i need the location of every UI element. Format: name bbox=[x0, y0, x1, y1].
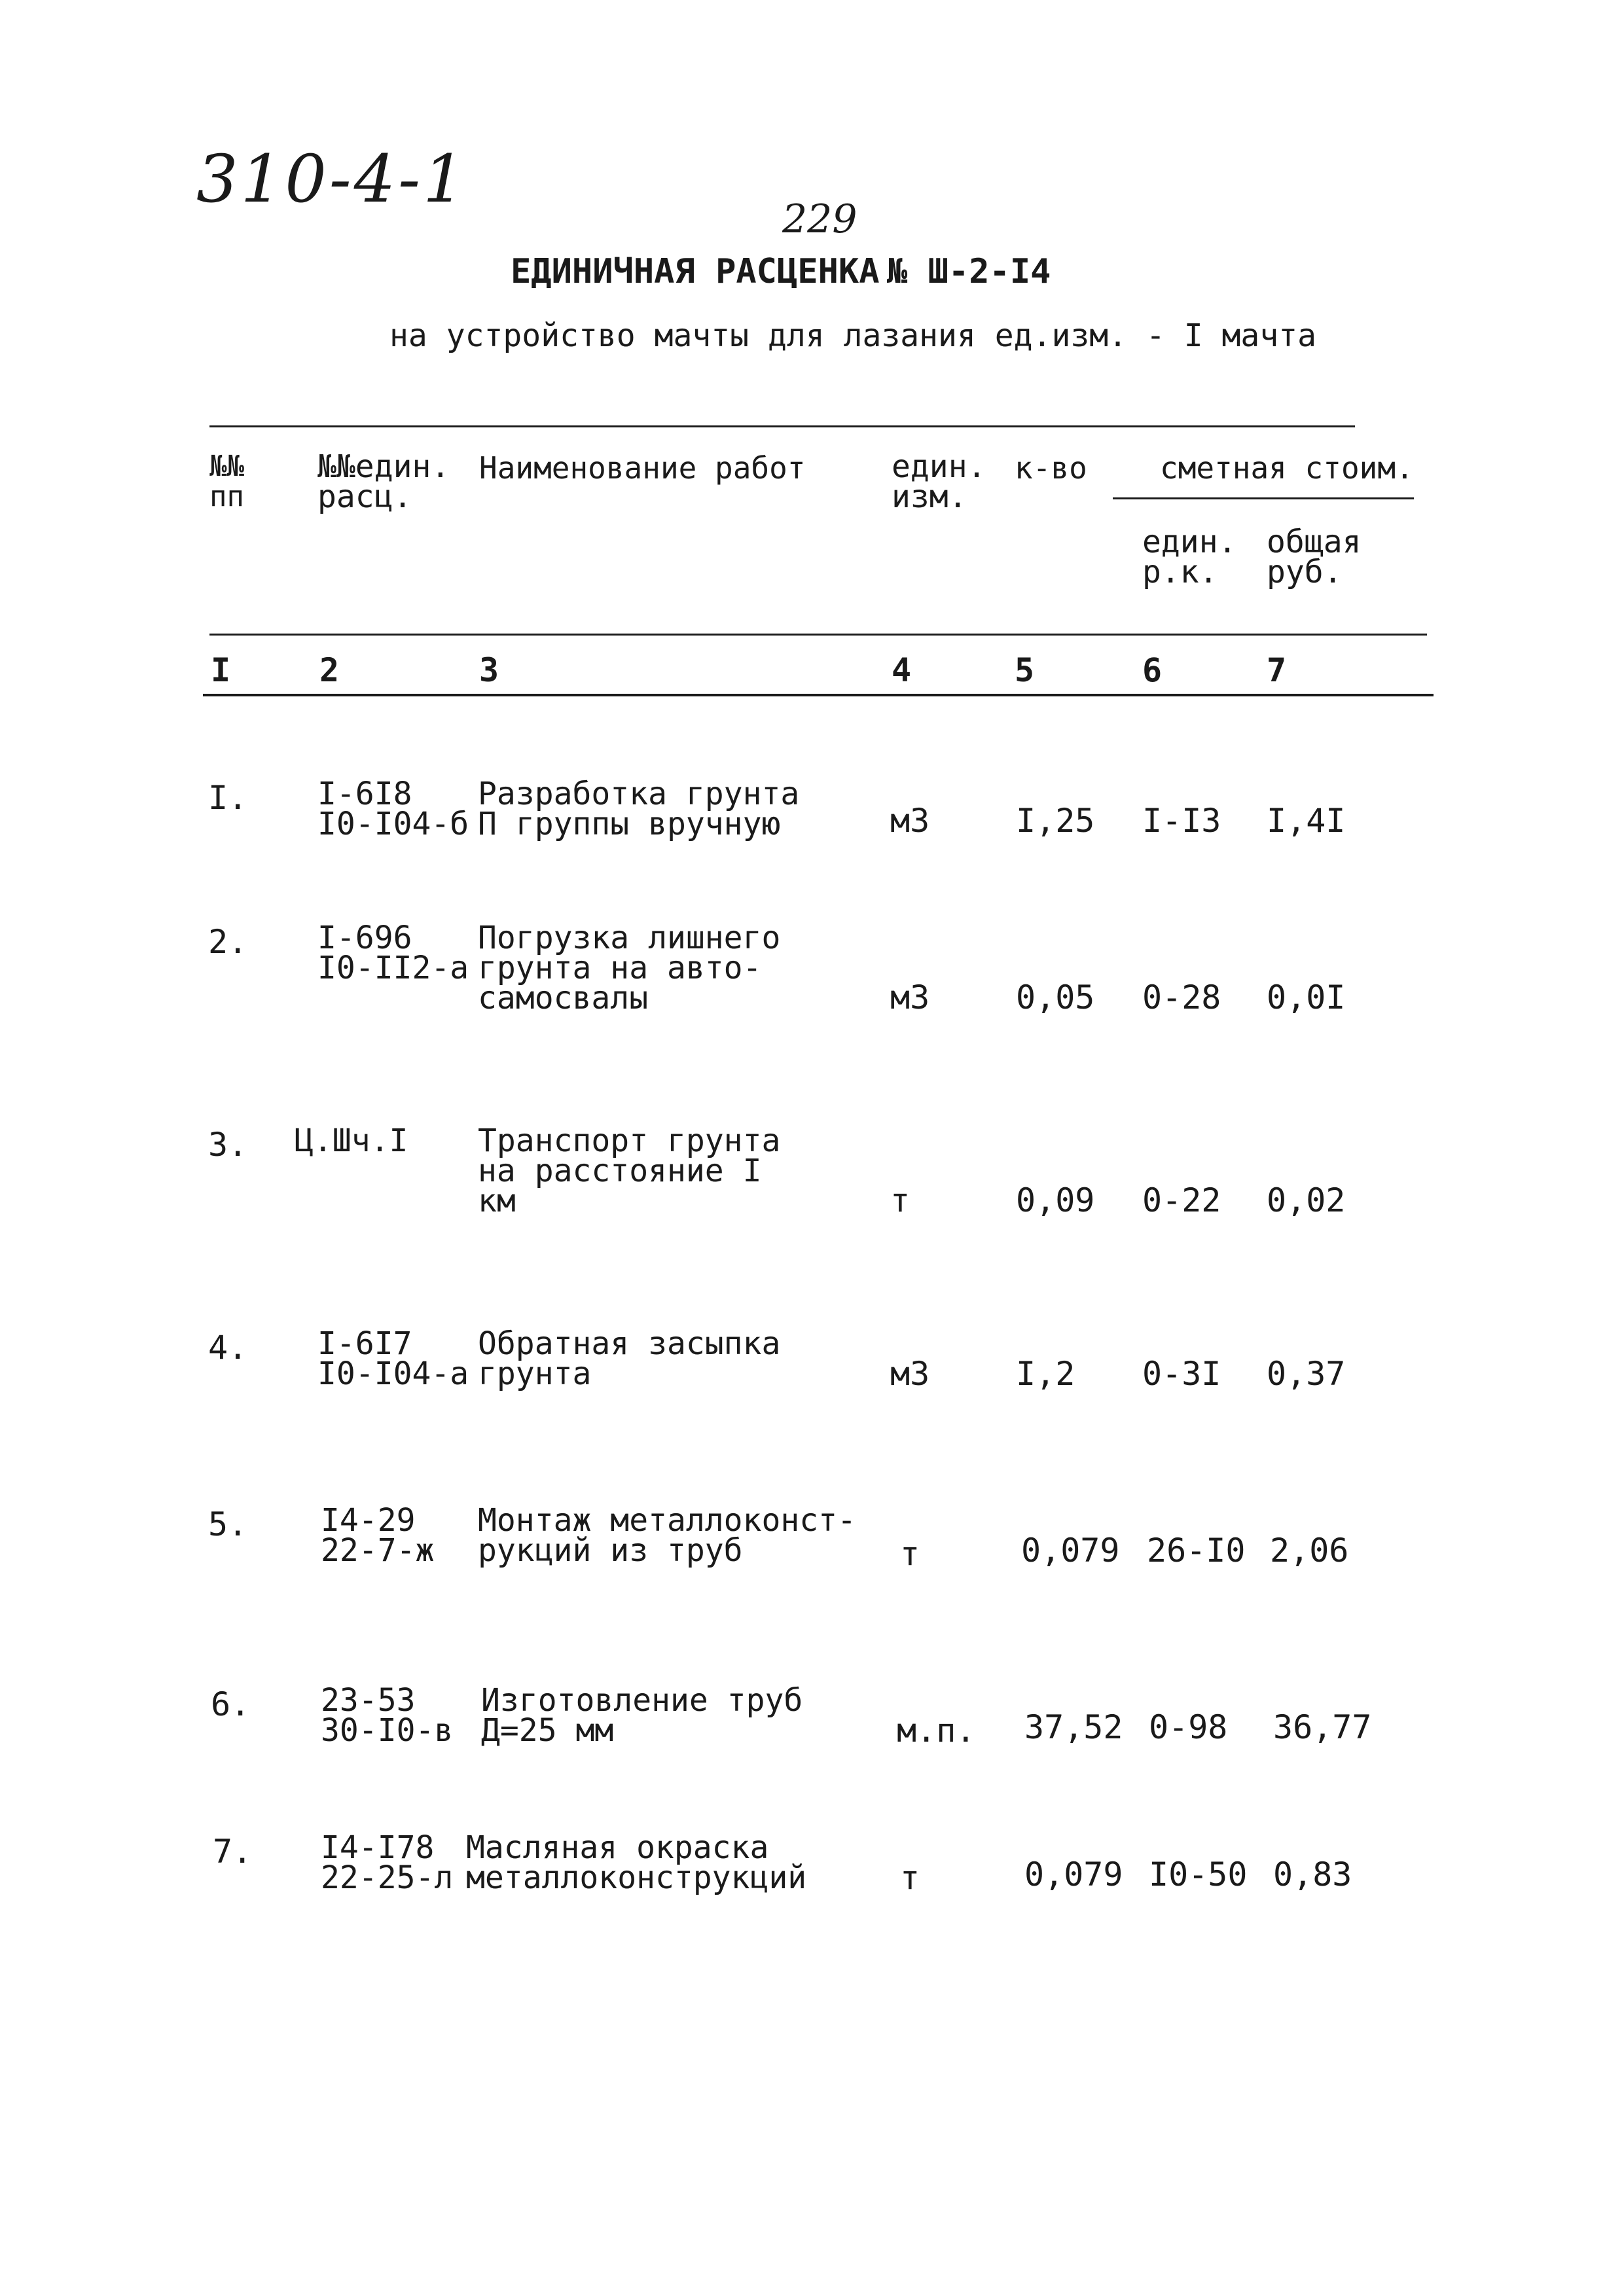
header-unit-price: един. р.к. bbox=[1142, 524, 1237, 590]
row-number: 5. bbox=[208, 1505, 248, 1543]
table-top-rule bbox=[209, 425, 1355, 427]
unit: т bbox=[900, 1859, 920, 1897]
total-cost: 0,37 bbox=[1267, 1355, 1346, 1393]
column-number: 4 bbox=[892, 651, 912, 689]
column-number: 5 bbox=[1015, 651, 1035, 689]
unit-price: 0-28 bbox=[1142, 978, 1221, 1016]
column-numbers-rule bbox=[203, 694, 1434, 696]
header-total: общая руб. bbox=[1267, 524, 1362, 590]
header-estimated-cost: сметная стоим. bbox=[1160, 450, 1414, 486]
row-number: 2. bbox=[208, 923, 248, 961]
unit: т bbox=[900, 1535, 920, 1573]
quantity: 0,09 bbox=[1016, 1181, 1095, 1219]
row-number: 6. bbox=[211, 1685, 251, 1723]
row-number: I. bbox=[208, 779, 248, 817]
rate-code: I4-29 22-7-ж bbox=[321, 1502, 435, 1569]
total-cost: 0,02 bbox=[1267, 1181, 1346, 1219]
row-number: 4. bbox=[208, 1329, 248, 1367]
document-title: ЕДИНИЧНАЯ РАСЦЕНКА bbox=[511, 252, 880, 291]
work-name: Транспорт грунта на расстояние I км bbox=[478, 1122, 781, 1219]
rate-code: Ц.Шч.I bbox=[295, 1122, 408, 1159]
quantity: I,25 bbox=[1016, 802, 1095, 840]
cost-group-rule bbox=[1113, 497, 1414, 499]
page-number: 229 bbox=[782, 196, 857, 242]
column-number: 7 bbox=[1267, 651, 1287, 689]
unit-price: 0-3I bbox=[1142, 1355, 1221, 1393]
column-number: 3 bbox=[479, 651, 499, 689]
total-cost: 2,06 bbox=[1270, 1532, 1349, 1570]
column-number: 2 bbox=[319, 651, 340, 689]
quantity: 0,05 bbox=[1016, 978, 1095, 1016]
document-subtitle: на устройство мачты для лазания ед.изм. - I мачта bbox=[389, 317, 1317, 354]
total-cost: 0,83 bbox=[1273, 1856, 1352, 1893]
unit-price: I0-50 bbox=[1149, 1856, 1248, 1893]
work-name: Погрузка лишнего грунта на авто- самосвалы bbox=[478, 920, 781, 1016]
unit: м.п. bbox=[897, 1712, 976, 1749]
rate-code: I-696 I0-II2-а bbox=[317, 920, 469, 986]
header-rate-number: №№един. расц. bbox=[317, 448, 450, 515]
header-unit: един. изм. bbox=[892, 448, 986, 515]
row-number: 7. bbox=[213, 1833, 253, 1871]
header-bottom-rule bbox=[209, 634, 1427, 636]
unit: м3 bbox=[890, 1355, 930, 1393]
work-name: Монтаж металлоконст- рукций из труб bbox=[478, 1502, 856, 1569]
document-title-number: № Ш-2-I4 bbox=[887, 252, 1051, 291]
work-name: Изготовление труб Д=25 мм bbox=[481, 1682, 803, 1749]
unit: м3 bbox=[890, 802, 930, 840]
rate-code: I-6I8 I0-I04-б bbox=[317, 776, 469, 842]
rate-code: I-6I7 I0-I04-а bbox=[317, 1325, 469, 1392]
column-number: I bbox=[211, 651, 231, 689]
row-number: 3. bbox=[208, 1126, 248, 1164]
rate-code: 23-53 30-I0-в bbox=[321, 1682, 454, 1749]
unit-price: 0-22 bbox=[1142, 1181, 1221, 1219]
rate-code: I4-I78 22-25-л bbox=[321, 1829, 454, 1896]
unit-price: 0-98 bbox=[1149, 1708, 1228, 1746]
unit: т bbox=[890, 1181, 911, 1219]
total-cost: 36,77 bbox=[1273, 1708, 1372, 1746]
header-work-name: Наименование работ bbox=[479, 450, 806, 486]
quantity: I,2 bbox=[1016, 1355, 1075, 1393]
unit: м3 bbox=[890, 978, 930, 1016]
work-name: Разработка грунта П группы вручную bbox=[478, 776, 800, 842]
work-name: Обратная засыпка грунта bbox=[478, 1325, 781, 1392]
work-name: Масляная окраска металлоконструкций bbox=[466, 1829, 807, 1896]
header-row-number: №№ пп bbox=[209, 450, 244, 513]
quantity: 0,079 bbox=[1021, 1532, 1120, 1570]
header-quantity: к-во bbox=[1015, 450, 1087, 486]
quantity: 37,52 bbox=[1024, 1708, 1123, 1746]
total-cost: 0,0I bbox=[1267, 978, 1346, 1016]
unit-price: I-I3 bbox=[1142, 802, 1221, 840]
unit-price: 26-I0 bbox=[1147, 1532, 1246, 1570]
total-cost: I,4I bbox=[1267, 802, 1346, 840]
quantity: 0,079 bbox=[1024, 1856, 1123, 1893]
column-number: 6 bbox=[1142, 651, 1163, 689]
handwritten-reference: 310-4-1 bbox=[196, 141, 467, 217]
